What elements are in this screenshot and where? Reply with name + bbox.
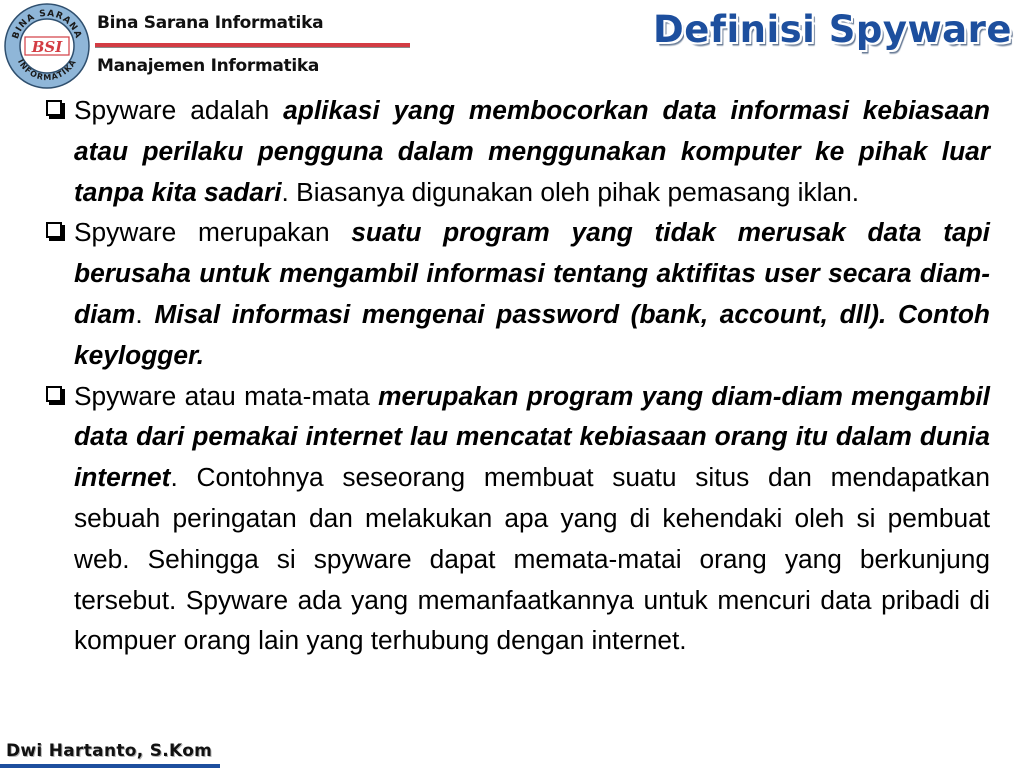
- footer-bar: [0, 764, 220, 768]
- bullet-item-3: [44, 376, 990, 662]
- bullet-2-lead: Spyware merupakan: [74, 217, 352, 248]
- bullet-item-2: [44, 212, 990, 375]
- bullet-3-tail: . Contohnya seseorang membuat suatu situs dan mendapatkan sebuah peringatan dan melakukan apa yang di kehendaki oleh si pembuat web. Sehingga si spyware dapat memata-matai orang yang berkunjung tersebut. Spyware ada yang memanfaatkannya untuk mencuri data pribadi di kompuer orang lain yang terhubung dengan internet.: [74, 462, 990, 656]
- bullet-2-example: Misal informasi mengenai password (bank, account, dll). Contoh keylogger.: [74, 298, 990, 370]
- bullet-list: [44, 90, 990, 661]
- org-name: Bina Sarana Informatika: [97, 13, 324, 33]
- bsi-logo: [3, 2, 91, 90]
- bullet-3-emphasis: merupakan program yang diam-diam mengambil data dari pemakai internet lau mencatat kebiasaan orang itu dalam dunia internet: [74, 380, 990, 493]
- dept-name: Manajemen Informatika: [97, 56, 320, 76]
- checkbox-bullet-icon: [46, 386, 62, 402]
- bullet-1-tail: . Biasanya digunakan oleh pihak pemasang iklan.: [281, 176, 860, 207]
- logo-top-text: BINA SARANA: [10, 8, 84, 41]
- logo-monogram: BSI: [31, 38, 63, 56]
- slide-title: Definisi Spyware: [653, 8, 1012, 51]
- checkbox-bullet-icon: [46, 100, 62, 116]
- bullet-1-emphasis: aplikasi yang membocorkan data informasi kebiasaan atau perilaku pengguna dalam menggunakan komputer ke pihak luar tanpa kita sadari: [74, 95, 990, 207]
- bullet-3-lead: Spyware atau mata-mata: [74, 380, 379, 411]
- checkbox-bullet-icon: [46, 222, 62, 238]
- bullet-item-1: [44, 90, 990, 212]
- bullet-2-separator: .: [135, 298, 155, 329]
- logo-bottom-text: INFORMATIKA: [15, 57, 79, 83]
- header-rule: [95, 43, 410, 48]
- bullet-1-lead: Spyware adalah: [74, 95, 284, 125]
- author-name: Dwi Hartanto, S.Kom: [6, 741, 213, 761]
- bullet-2-emphasis: suatu program yang tidak merusak data tapi berusaha untuk mengambil informasi tentang aktifitas user secara diam-diam: [74, 217, 990, 329]
